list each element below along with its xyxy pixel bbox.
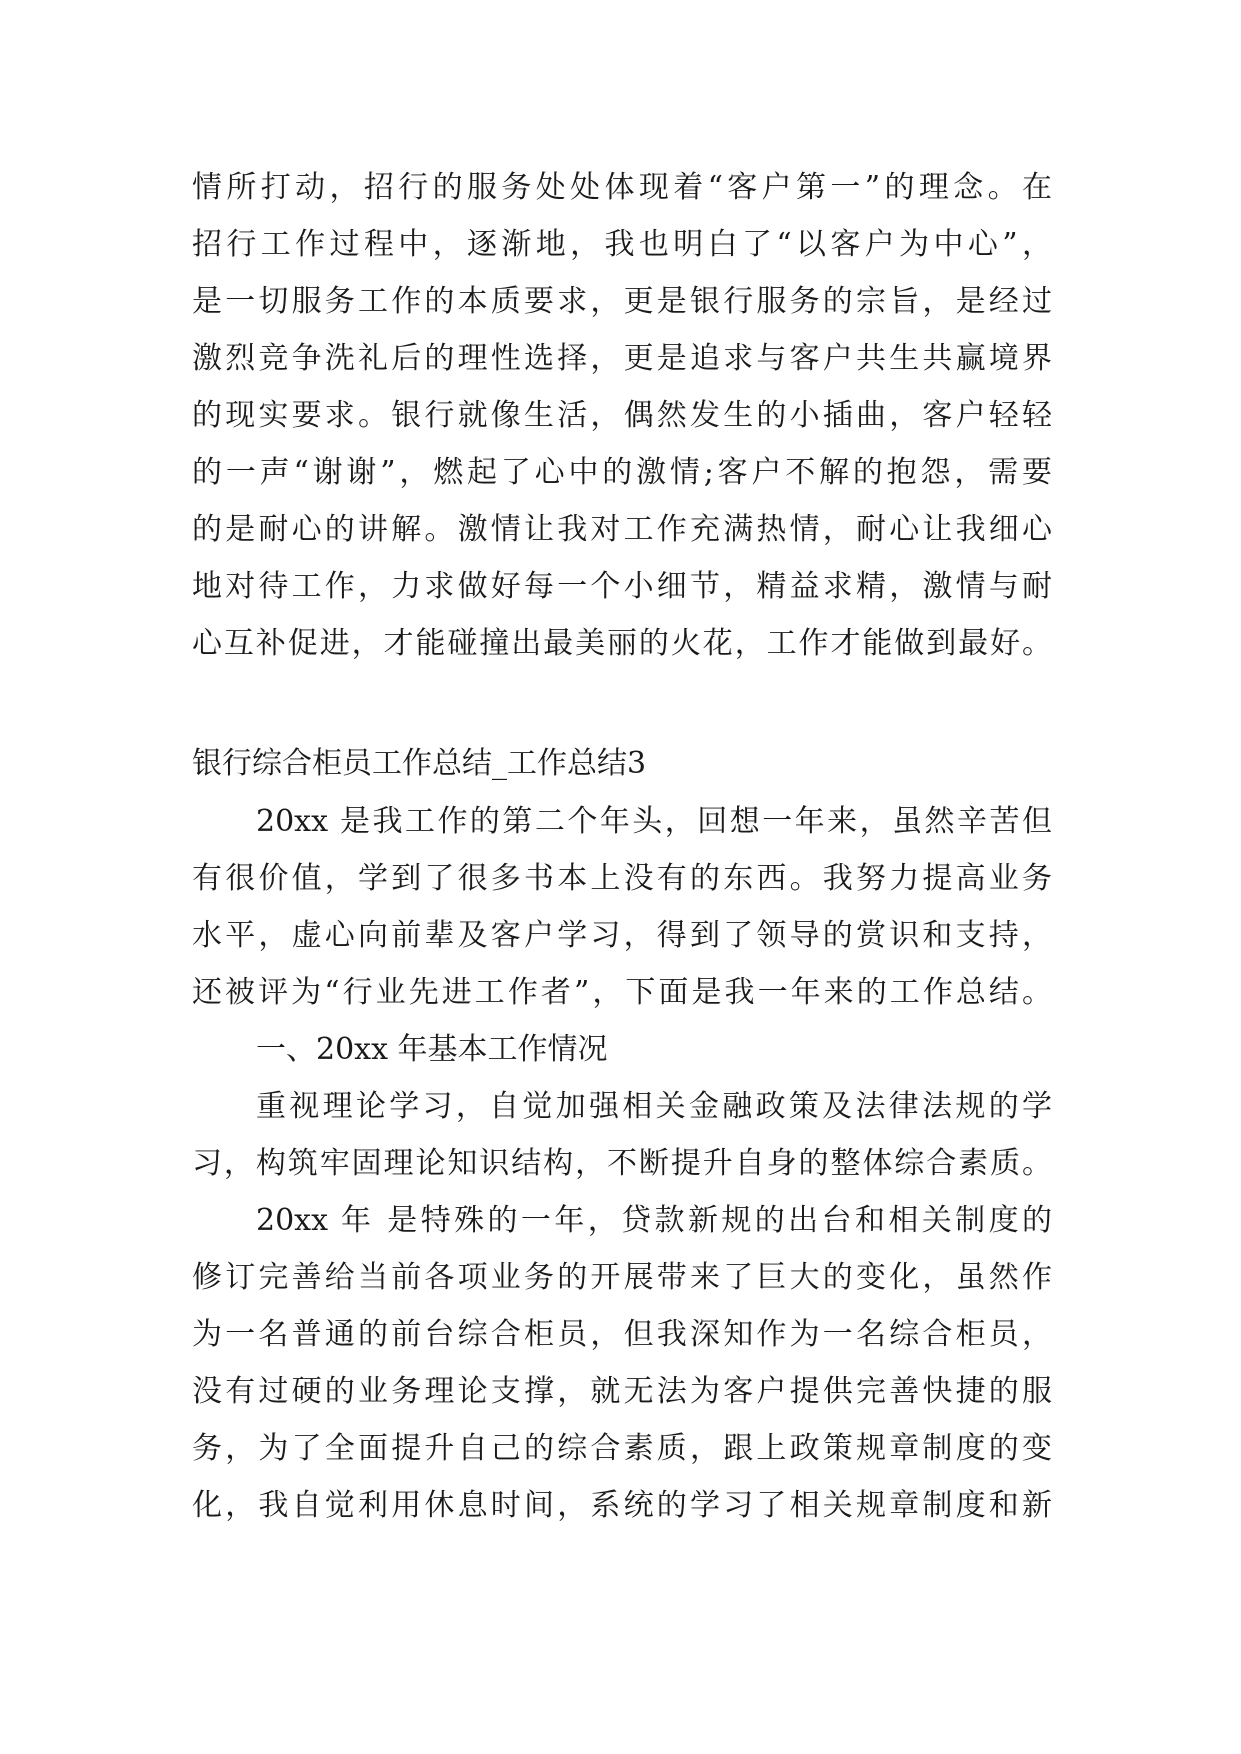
text-line: 的一声“谢谢”，燃起了心中的激情;客户不解的抱怨，需要 <box>192 455 1052 490</box>
text-line: 招行工作过程中，逐渐地，我也明白了“以客户为中心”， <box>192 227 1052 262</box>
text-line: 重视理论学习，自觉加强相关金融政策及法律法规的学 <box>256 1089 1052 1124</box>
text-line: 化，我自觉利用休息时间，系统的学习了相关规章制度和新 <box>192 1488 1052 1523</box>
text-line: 修订完善给当前各项业务的开展带来了巨大的变化，虽然作 <box>192 1260 1052 1295</box>
section-title: 银行综合柜员工作总结_工作总结3 <box>192 746 647 781</box>
text-line: 的现实要求。银行就像生活，偶然发生的小插曲，客户轻轻 <box>192 398 1052 433</box>
text-line: 20xx 是我工作的第二个年头，回想一年来，虽然辛苦但 <box>256 804 1052 839</box>
heading: 一、20xx 年基本工作情况 <box>256 1032 608 1067</box>
text-line: 是一切服务工作的本质要求，更是银行服务的宗旨，是经过 <box>192 284 1052 319</box>
text-line: 20xx 年 是特殊的一年，贷款新规的出台和相关制度的 <box>256 1203 1052 1238</box>
text-line: 水平，虚心向前辈及客户学习，得到了领导的赏识和支持， <box>192 918 1052 953</box>
text-line: 习，构筑牢固理论知识结构，不断提升自身的整体综合素质。 <box>192 1146 1052 1181</box>
text-line: 为一名普通的前台综合柜员，但我深知作为一名综合柜员， <box>192 1317 1052 1352</box>
text-line: 没有过硬的业务理论支撑，就无法为客户提供完善快捷的服 <box>192 1374 1052 1409</box>
text-line: 还被评为“行业先进工作者”，下面是我一年来的工作总结。 <box>192 975 1052 1010</box>
text-line: 心互补促进，才能碰撞出最美丽的火花，工作才能做到最好。 <box>192 626 1052 661</box>
text-line: 务，为了全面提升自己的综合素质，跟上政策规章制度的变 <box>192 1431 1052 1466</box>
text-line: 有很价值，学到了很多书本上没有的东西。我努力提高业务 <box>192 861 1052 896</box>
text-line: 的是耐心的讲解。激情让我对工作充满热情，耐心让我细心 <box>192 512 1052 547</box>
text-line: 激烈竞争洗礼后的理性选择，更是追求与客户共生共赢境界 <box>192 341 1052 376</box>
text-line: 情所打动，招行的服务处处体现着“客户第一”的理念。在 <box>192 170 1052 205</box>
text-line: 地对待工作，力求做好每一个小细节，精益求精，激情与耐 <box>192 569 1052 604</box>
